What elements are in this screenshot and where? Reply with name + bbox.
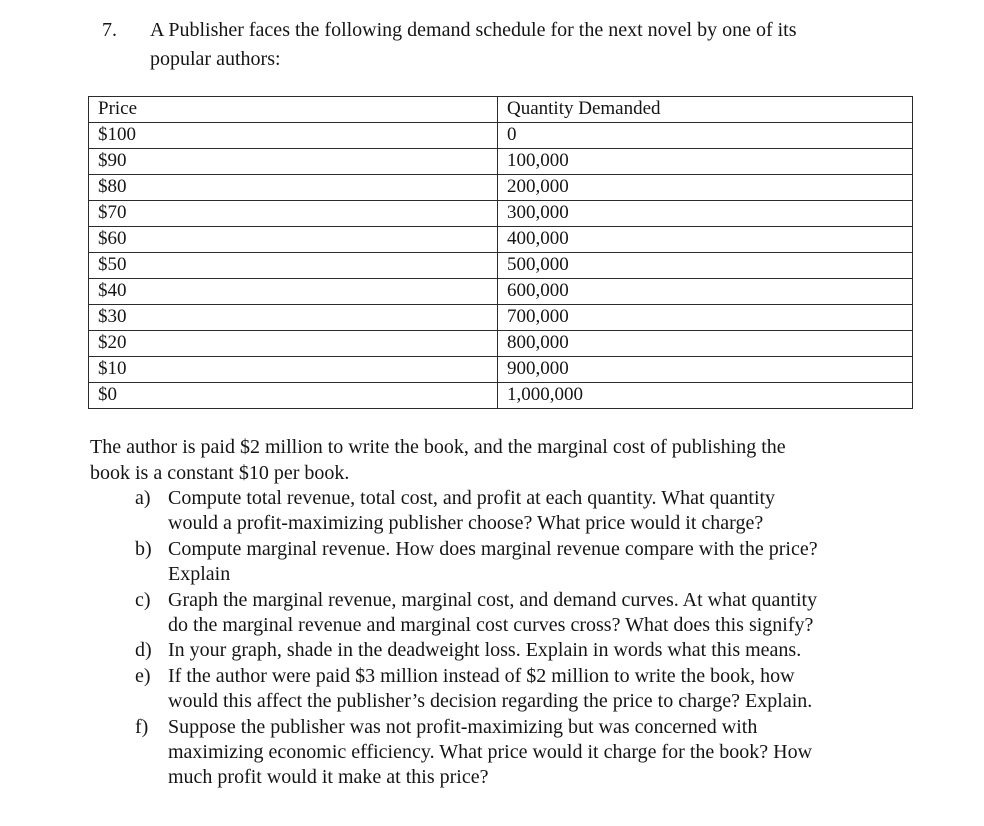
table-row: [89, 123, 913, 149]
part-text-line: Compute marginal revenue. How does marginal revenue compare with the price?: [168, 537, 818, 560]
demand-schedule-table: [88, 96, 913, 409]
part-text-line: If the author were paid $3 million instead of $2 million to write the book, how: [168, 664, 795, 687]
question-part: [135, 537, 925, 588]
paragraph-line: The author is paid $2 million to write the book, and the marginal cost of publishing the: [90, 436, 786, 458]
table-cell: 700,000: [498, 305, 913, 331]
part-text-line: Graph the marginal revenue, marginal cost, and demand curves. At what quantity: [168, 588, 818, 611]
demand-table-body: [89, 123, 913, 409]
table-cell: 400,000: [498, 227, 913, 253]
part-text-line: Explain: [168, 563, 231, 586]
demand-schedule-table-wrap: [88, 96, 912, 409]
question-part: [135, 588, 925, 639]
table-cell: $20: [89, 331, 498, 357]
table-row: [89, 279, 913, 305]
table-cell: 100,000: [498, 149, 913, 175]
question-parts-list: [135, 486, 925, 791]
part-text-line: do the marginal revenue and marginal cost curves cross? What does this signify?: [168, 614, 814, 637]
table-row: [89, 331, 913, 357]
question-intro: [150, 16, 797, 74]
part-label: c): [135, 588, 151, 611]
table-cell: $100: [89, 123, 498, 149]
part-label: b): [135, 537, 152, 560]
table-column-header: Price: [89, 97, 498, 123]
table-cell: 1,000,000: [498, 383, 913, 409]
table-cell: $10: [89, 357, 498, 383]
part-label: a): [135, 487, 151, 509]
part-text-line: Compute total revenue, total cost, and profit at each quantity. What quantity: [168, 487, 776, 509]
paragraph-line: book is a constant $10 per book.: [90, 462, 350, 484]
table-cell: $80: [89, 175, 498, 201]
table-cell: $30: [89, 305, 498, 331]
question-part: [135, 486, 925, 537]
table-row: [89, 305, 913, 331]
part-text: [168, 588, 925, 639]
part-text: [168, 664, 925, 715]
question-intro-line: A Publisher faces the following demand schedule for the next novel by one of its: [150, 19, 797, 41]
demand-table-head: [89, 97, 913, 123]
part-text: [168, 638, 925, 663]
question-part: [135, 715, 925, 791]
part-text-line: Suppose the publisher was not profit-maximizing but was concerned with: [168, 715, 758, 738]
part-text-line: In your graph, shade in the deadweight loss. Explain in words what this means.: [168, 639, 802, 662]
table-row: [89, 175, 913, 201]
question-part: [135, 638, 925, 663]
part-text-line: would this affect the publisher’s decision regarding the price to charge? Explain.: [168, 690, 813, 713]
table-cell: 300,000: [498, 201, 913, 227]
table-cell: $0: [89, 383, 498, 409]
table-column-header: Quantity Demanded: [498, 97, 913, 123]
part-text: [168, 537, 925, 588]
part-text: [168, 486, 925, 537]
part-label: e): [135, 664, 151, 687]
part-text-line: much profit would it make at this price?: [168, 766, 489, 789]
table-cell: 200,000: [498, 175, 913, 201]
part-text: [168, 715, 925, 791]
table-row: [89, 253, 913, 279]
table-row: [89, 357, 913, 383]
table-cell: 900,000: [498, 357, 913, 383]
table-row: [89, 227, 913, 253]
table-row: [89, 201, 913, 227]
question-header: [102, 16, 902, 74]
table-cell: 0: [498, 123, 913, 149]
table-header-row: [89, 97, 913, 123]
table-cell: $90: [89, 149, 498, 175]
table-row: [89, 149, 913, 175]
question-part: [135, 664, 925, 715]
part-label: d): [135, 639, 152, 662]
table-cell: 800,000: [498, 331, 913, 357]
part-text-line: maximizing economic efficiency. What price would it charge for the book? How: [168, 741, 813, 764]
table-cell: $70: [89, 201, 498, 227]
question-intro-line: popular authors:: [150, 48, 281, 70]
table-row: [89, 383, 913, 409]
cost-paragraph: [90, 434, 920, 486]
question-number: 7.: [102, 19, 117, 41]
table-cell: $50: [89, 253, 498, 279]
table-cell: $60: [89, 227, 498, 253]
part-text-line: would a profit-maximizing publisher choose? What price would it charge?: [168, 512, 764, 535]
table-cell: $40: [89, 279, 498, 305]
part-label: f): [135, 715, 149, 738]
table-cell: 500,000: [498, 253, 913, 279]
table-cell: 600,000: [498, 279, 913, 305]
